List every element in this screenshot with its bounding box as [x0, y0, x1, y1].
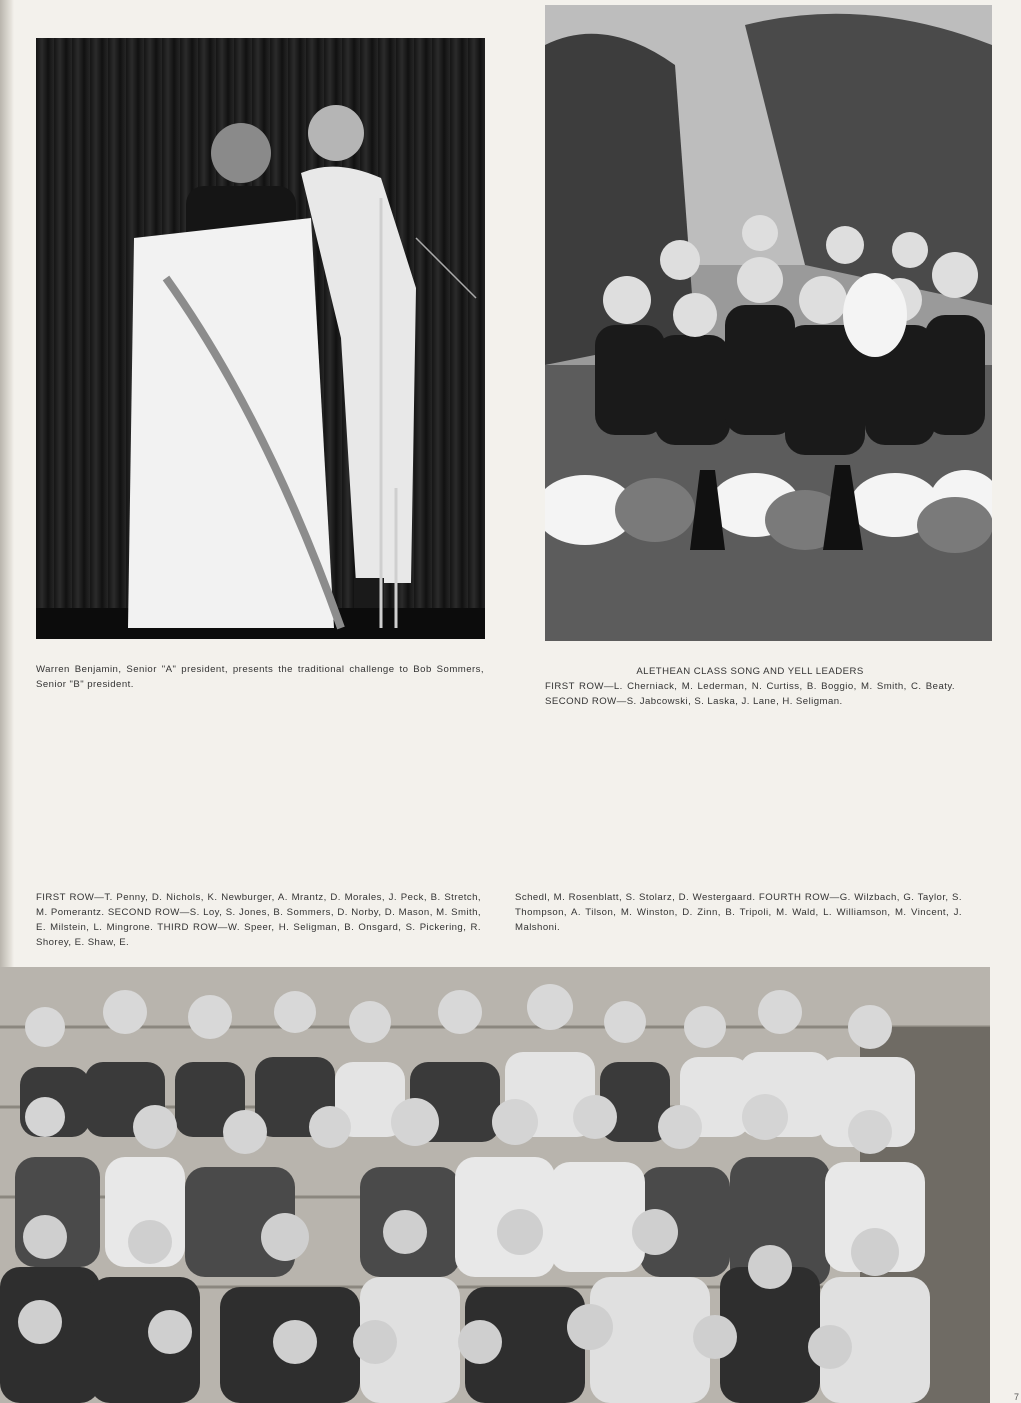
- class-group-photo: [0, 967, 990, 1403]
- yell-leaders-caption-title: ALETHEAN CLASS SONG AND YELL LEADERS: [636, 666, 864, 677]
- assembly-caption: Warren Benjamin, Senior "A" president, presents the traditional challenge to Bob Sommers, Senior "B" president.: [36, 664, 484, 690]
- assembly-photo-drawing: [36, 38, 485, 639]
- class-group-photo-drawing: [0, 967, 990, 1403]
- class-photo-caption-left: FIRST ROW—T. Penny, D. Nichols, K. Newburger, A. Mrantz, D. Morales, J. Peck, B. Stretch, M. Pomerantz. SECOND ROW—S. Loy, S. Jones, B. Sommers, D. Norby, D. Mason, M. Smith, E. Milstein, L. Mingrone. THIRD ROW—W. Speer, H. Seligman, B. Onsgard, S. Pickering, R. Shorey, E. Shaw, E.: [36, 892, 481, 948]
- yell-leaders-caption: [545, 664, 955, 709]
- yell-leaders-photo: [545, 5, 992, 641]
- assembly-photo: [36, 38, 485, 639]
- page-number: 7: [1013, 1392, 1019, 1402]
- yell-leaders-caption-names: FIRST ROW—L. Cherniack, M. Lederman, N. Curtiss, B. Boggio, M. Smith, C. Beaty. SECOND ROW—S. Jabcowski, S. Laska, J. Lane, H. Seligman.: [545, 681, 955, 707]
- class-photo-caption-right: Schedl, M. Rosenblatt, S. Stolarz, D. Westergaard. FOURTH ROW—G. Wilzbach, G. Taylor, S. Thompson, A. Tilson, M. Winston, D. Zinn, B. Tripoli, M. Wald, L. Williamson, M. Vincent, J. Malshoni.: [515, 892, 962, 933]
- yell-leaders-photo-drawing: [545, 5, 992, 641]
